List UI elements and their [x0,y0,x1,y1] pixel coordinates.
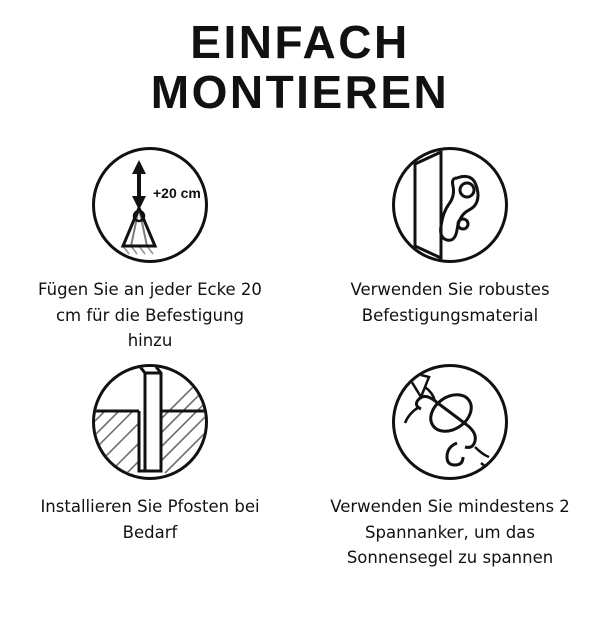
step-4-caption: Verwenden Sie mindestens 2 Spannanker, um das Sonnensegel zu spannen [330,497,570,568]
tensioner-turnbuckle-icon [392,364,508,480]
step-item-3 [0,364,300,571]
steps-grid [0,147,600,570]
wall-mount-bracket-icon [392,147,508,263]
measure-plus-20cm-icon [92,147,208,263]
step-2-caption: Verwenden Sie robustes Befestigungsmaterial [350,280,550,325]
step-item-4 [300,364,600,571]
title-line-1: EINFACH [190,16,410,68]
step-1-badge: +20 cm [153,185,201,202]
step-item-1 [0,147,300,354]
title-line-2: MONTIEREN [150,65,450,118]
step-item-2 [300,147,600,354]
step-1-caption: Fügen Sie an jeder Ecke 20 cm für die Befestigung hinzu [38,280,262,351]
step-3-caption: Installieren Sie Pfosten bei Bedarf [40,497,260,542]
page-title [0,0,600,117]
ground-post-icon [92,364,208,480]
